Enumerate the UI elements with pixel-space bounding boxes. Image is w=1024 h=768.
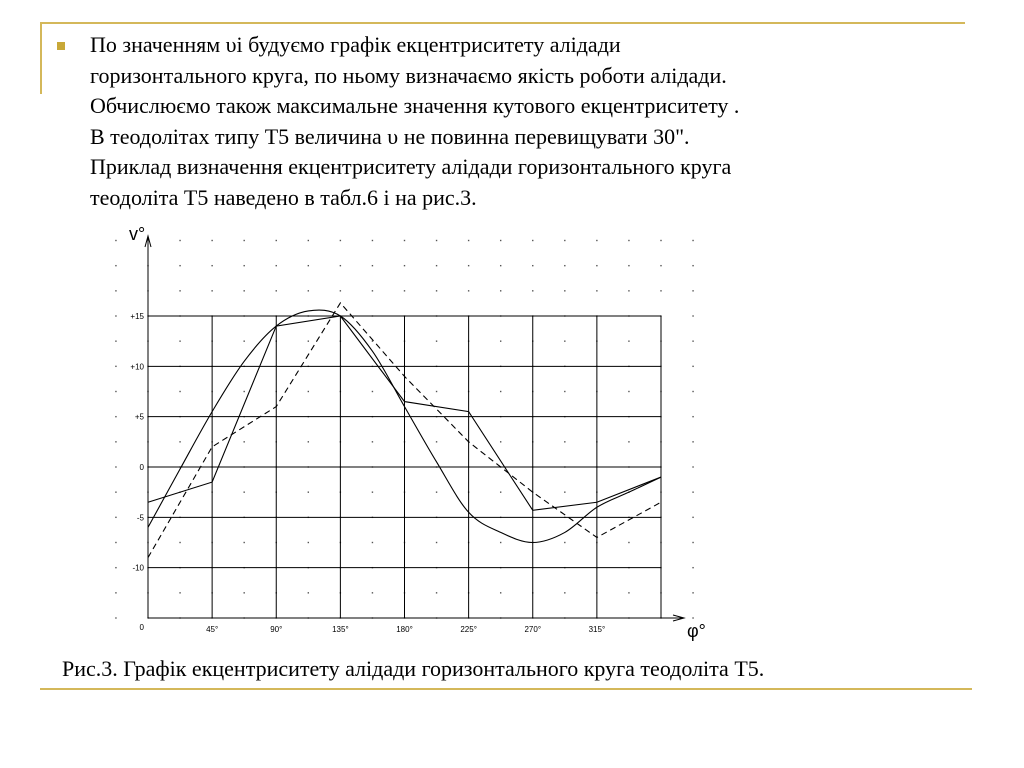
grid-dot (115, 542, 116, 543)
grid-dot (436, 542, 437, 543)
grid-dot (692, 517, 693, 518)
grid-dot (243, 265, 244, 266)
grid-dot (564, 441, 565, 442)
grid-dot (179, 391, 180, 392)
grid-dot (340, 290, 341, 291)
grid-dot (660, 265, 661, 266)
y-tick-label: +15 (130, 312, 144, 321)
grid-dot (243, 240, 244, 241)
grid-dot (115, 517, 116, 518)
grid-dot (628, 290, 629, 291)
grid-dot (628, 542, 629, 543)
grid-dot (692, 491, 693, 492)
grid-dot (692, 265, 693, 266)
grid-dot (436, 441, 437, 442)
grid-dot (179, 592, 180, 593)
grid-dot (179, 441, 180, 442)
x-tick-label: 90° (270, 625, 283, 634)
grid-dot (596, 265, 597, 266)
grid-dot (179, 265, 180, 266)
figure-caption: Рис.3. Графік екцентриситету алідади горизонтального круга теодоліта Т5. (62, 656, 765, 681)
grid-dot (468, 290, 469, 291)
grid-dot (372, 391, 373, 392)
grid-dot (115, 466, 116, 467)
y-tick-label: -5 (136, 513, 144, 523)
grid-dot (276, 265, 277, 266)
grid-dot (628, 240, 629, 241)
grid-dot (692, 441, 693, 442)
grid-dot (500, 290, 501, 291)
grid-dot (308, 265, 309, 266)
grid-dot (692, 315, 693, 316)
paragraph-line: Приклад визначення екцентриситету алідади горизонтального круга (90, 154, 732, 179)
grid-dot (115, 315, 116, 316)
grid-dot (692, 542, 693, 543)
grid-dot (692, 416, 693, 417)
y-axis-label: v° (129, 224, 146, 244)
grid-dot (564, 340, 565, 341)
x-tick-label: 45° (206, 625, 219, 634)
grid-dot (372, 441, 373, 442)
grid-dot (115, 240, 116, 241)
x-tick-label: 270° (524, 625, 542, 634)
grid-dot (211, 290, 212, 291)
grid-dot (115, 391, 116, 392)
grid-dot (308, 441, 309, 442)
grid-dot (532, 240, 533, 241)
grid-dot (692, 391, 693, 392)
grid-dot (692, 567, 693, 568)
x-tick-label: 315° (588, 625, 606, 634)
grid-dot (660, 290, 661, 291)
axes (145, 236, 684, 621)
grid-dot (436, 592, 437, 593)
y-tick-label: +10 (130, 362, 144, 372)
grid-dot (179, 290, 180, 291)
grid-dot (628, 265, 629, 266)
grid-dot (115, 290, 116, 291)
major-grid (148, 316, 661, 618)
grid-dot (692, 617, 693, 618)
grid-dot (500, 592, 501, 593)
grid-dot (211, 240, 212, 241)
grid-dot (404, 240, 405, 241)
grid-dot (468, 240, 469, 241)
grid-dot (243, 340, 244, 341)
grid-dot (692, 366, 693, 367)
grid-dot (308, 391, 309, 392)
y-tick-label: 0 (139, 463, 144, 472)
grid-dot (564, 265, 565, 266)
grid-dot (692, 340, 693, 341)
grid-dot (500, 542, 501, 543)
grid-dot (436, 491, 437, 492)
grid-dot (500, 391, 501, 392)
grid-dot (308, 542, 309, 543)
x-tick-label: 225° (460, 625, 477, 634)
grid-dot (372, 542, 373, 543)
grid-dot (404, 290, 405, 291)
grid-dot (404, 265, 405, 266)
grid-dot (372, 592, 373, 593)
grid-dot (243, 542, 244, 543)
grid-dot (692, 290, 693, 291)
y-tick-label: -10 (132, 563, 144, 573)
grid-dot (308, 240, 309, 241)
x-tick-label: 180° (396, 625, 413, 634)
grid-dot (532, 290, 533, 291)
grid-dot (372, 240, 373, 241)
grid-dot (276, 240, 277, 241)
grid-dot (628, 592, 629, 593)
grid-dot (308, 340, 309, 341)
grid-dot (372, 290, 373, 291)
grid-dot (436, 240, 437, 241)
grid-dot (243, 391, 244, 392)
grid-dot (564, 542, 565, 543)
x-axis-label: φ° (687, 621, 706, 641)
grid-dot (532, 265, 533, 266)
grid-dot (500, 491, 501, 492)
grid-dot (115, 567, 116, 568)
grid-dot (564, 240, 565, 241)
paragraph-line: горизонтального круга, по ньому визначаємо якість роботи алідади. (90, 62, 727, 88)
grid-dot (564, 290, 565, 291)
grid-dot (628, 391, 629, 392)
grid-dot (436, 290, 437, 291)
grid-dot (243, 592, 244, 593)
y-tick-label: 0 (139, 623, 144, 632)
grid-dot (115, 441, 116, 442)
grid-dot (115, 491, 116, 492)
grid-dot (308, 491, 309, 492)
grid-dot (500, 265, 501, 266)
grid-dot (276, 290, 277, 291)
grid-dot (436, 391, 437, 392)
grid-dot (628, 441, 629, 442)
grid-dot (179, 240, 180, 241)
grid-dot (211, 265, 212, 266)
grid-dot (308, 592, 309, 593)
grid-dot (500, 240, 501, 241)
tick-labels (130, 312, 605, 634)
grid-dot (692, 240, 693, 241)
grid-dot (436, 340, 437, 341)
grid-dot (564, 592, 565, 593)
grid-dot (564, 491, 565, 492)
grid-dot (115, 340, 116, 341)
grid-dot (115, 265, 116, 266)
grid-dot (436, 265, 437, 266)
grid-dot (243, 441, 244, 442)
grid-dot (372, 491, 373, 492)
grid-dot (500, 441, 501, 442)
grid-dot (564, 391, 565, 392)
grid-dot (115, 592, 116, 593)
grid-dot (243, 290, 244, 291)
paragraph-line: Обчислюємо також максимальне значення кутового екцентриситету . (90, 93, 740, 118)
grid-dot (596, 290, 597, 291)
grid-dot (500, 340, 501, 341)
grid-dot (692, 592, 693, 593)
grid-dot (340, 240, 341, 241)
grid-dot (628, 340, 629, 341)
paragraph-line: По значенням υі будуємо графік екцентриситету алідади (90, 32, 621, 57)
grid-dot (468, 265, 469, 266)
grid-dot (179, 542, 180, 543)
grid-dot (115, 416, 116, 417)
grid-dot (308, 290, 309, 291)
grid-dot (660, 240, 661, 241)
paragraph-line: теодоліта Т5 наведено в табл.6 і на рис.3. (90, 184, 477, 210)
x-tick-label: 135° (332, 625, 349, 634)
paragraph-line: В теодолітах типу Т5 величина υ не повинна перевищувати 30". (90, 123, 690, 149)
grid-dot (115, 617, 116, 618)
grid-dot (340, 265, 341, 266)
grid-dot (243, 491, 244, 492)
grid-dot (372, 265, 373, 266)
grid-dot (179, 340, 180, 341)
grid-dot (596, 240, 597, 241)
y-tick-label: +5 (134, 412, 144, 422)
grid-dot (115, 366, 116, 367)
grid-dot (692, 466, 693, 467)
